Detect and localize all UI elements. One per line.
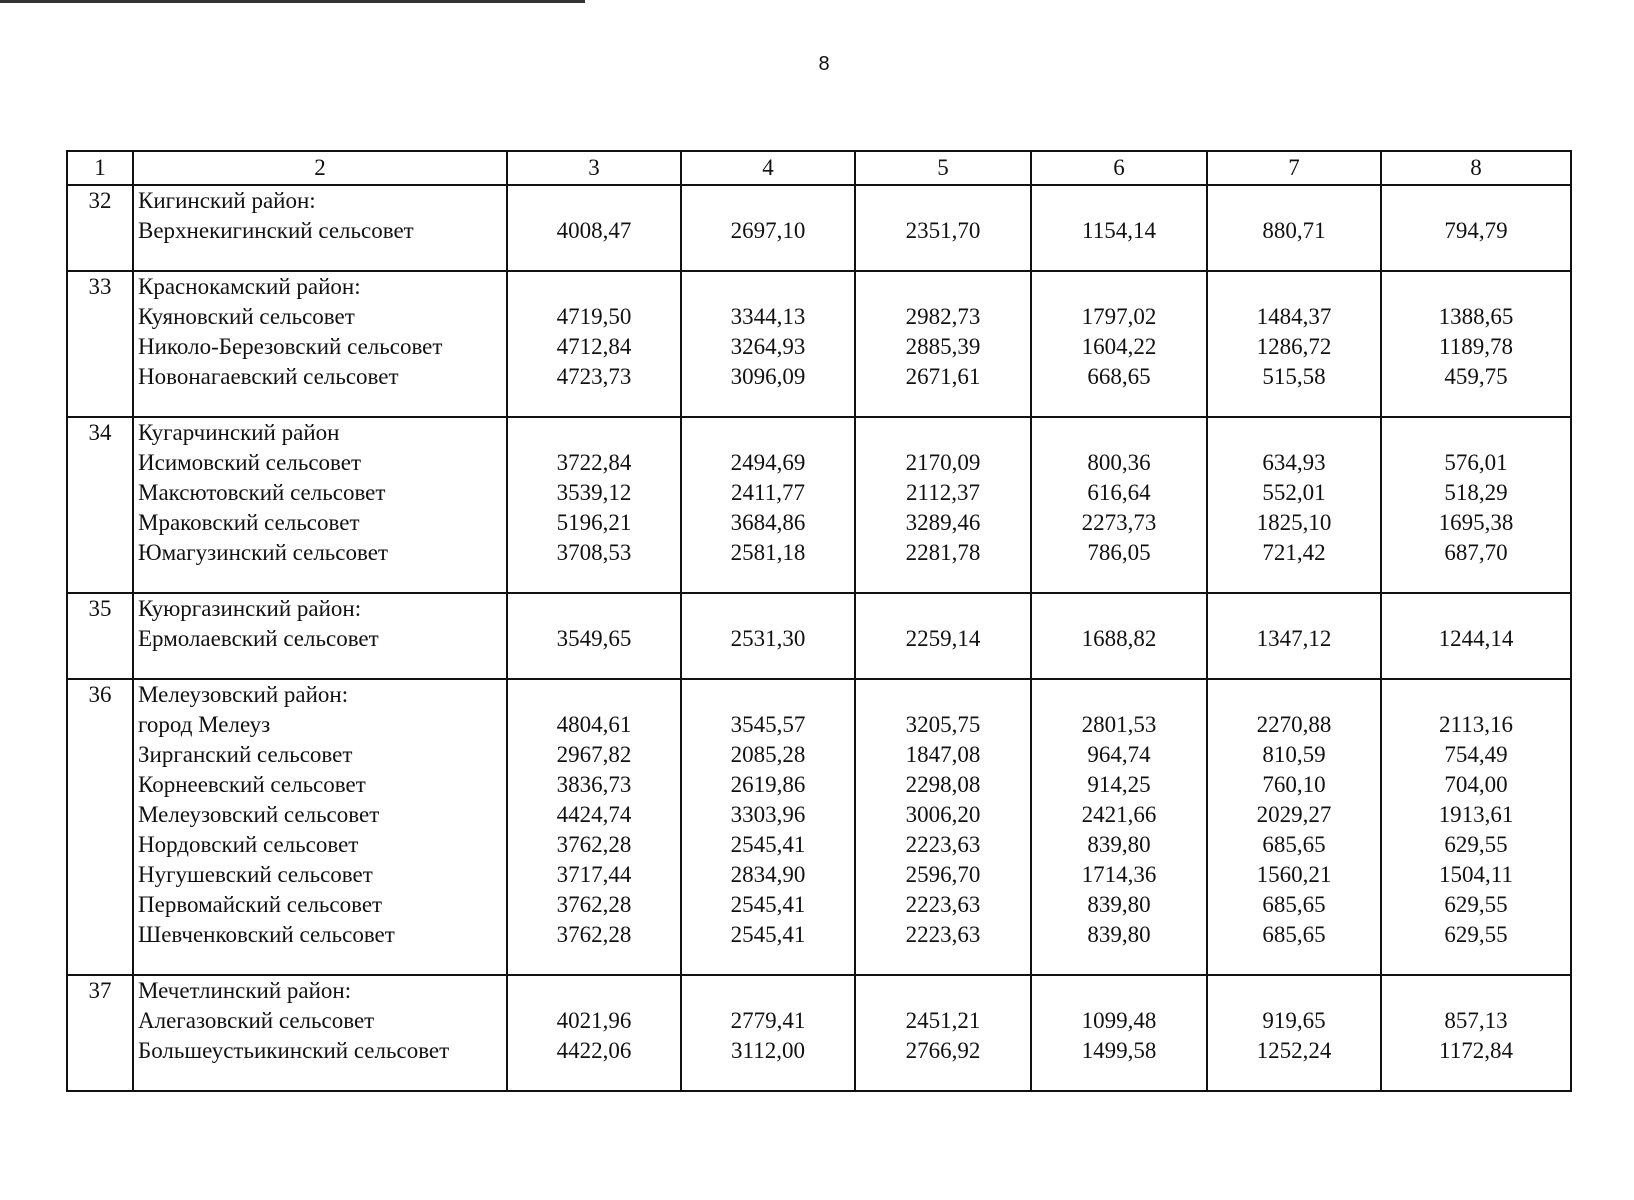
name-cell [133,593,507,679]
value: 2273,73 [1081,510,1157,535]
value-cell-col-7 [1207,271,1381,417]
value-cell-col-4 [681,271,855,417]
value-cell-col-3 [507,417,681,593]
value: 3684,86 [730,510,806,535]
value: 629,55 [1444,922,1508,947]
value: 4712,84 [556,334,632,359]
column-header: 1 [67,151,133,185]
spacer [1032,594,1206,624]
value-cell-col-6 [1031,185,1207,271]
spacer [508,680,680,710]
value: 4804,61 [556,712,632,737]
value: 2411,77 [731,480,805,505]
settlement-name: Алегазовский сельсовет [138,1008,375,1033]
district-name: Краснокамский район: [138,274,361,299]
value: 518,29 [1444,480,1508,505]
value: 5196,21 [556,510,632,535]
value: 4422,06 [556,1038,632,1063]
value: 3344,13 [730,304,806,329]
column-header: 8 [1381,151,1571,185]
row-number-cell [67,593,133,679]
value: 839,80 [1087,922,1151,947]
value: 4424,74 [556,802,632,827]
spacer [1382,418,1570,448]
value: 2494,69 [730,450,806,475]
spacer [856,976,1030,1006]
name-cell [133,271,507,417]
value: 4723,73 [556,364,632,389]
value: 880,71 [1262,218,1326,243]
spacer [1208,680,1380,710]
value: 2259,14 [905,626,981,651]
value: 2298,08 [905,772,981,797]
name-cell [133,975,507,1091]
value: 1388,65 [1438,304,1514,329]
value: 3545,57 [730,712,806,737]
value: 3006,20 [905,802,981,827]
spacer [1208,186,1380,216]
value-cell-col-8 [1381,271,1571,417]
value: 1172,84 [1439,1038,1513,1063]
spacer [856,272,1030,302]
spacer [1382,976,1570,1006]
district-name: Мелеузовский район: [138,682,349,707]
settlement-name: Николо-Березовский сельсовет [138,334,443,359]
value: 616,64 [1087,480,1151,505]
value-cell-col-5 [855,593,1031,679]
value: 629,55 [1444,832,1508,857]
value: 1695,38 [1438,510,1514,535]
value: 1189,78 [1439,334,1513,359]
spacer [1032,680,1206,710]
spacer [1208,594,1380,624]
spacer [856,594,1030,624]
value: 1688,82 [1081,626,1157,651]
value: 704,00 [1444,772,1508,797]
table-body [67,185,1571,1091]
value-cell-col-5 [855,975,1031,1091]
value: 1913,61 [1438,802,1514,827]
value: 3762,28 [556,832,632,857]
value: 3717,44 [556,862,632,887]
value: 1847,08 [905,742,981,767]
value: 3762,28 [556,922,632,947]
value: 754,49 [1444,742,1508,767]
value-cell-col-4 [681,975,855,1091]
value: 3096,09 [730,364,806,389]
settlement-name: Юмагузинский сельсовет [138,540,388,565]
spacer [856,186,1030,216]
value-cell-col-8 [1381,593,1571,679]
value: 629,55 [1444,892,1508,917]
value: 3708,53 [556,540,632,565]
column-header: 5 [855,151,1031,185]
spacer [508,272,680,302]
value-cell-col-7 [1207,679,1381,975]
value-cell-col-6 [1031,679,1207,975]
spacer [508,418,680,448]
settlement-name: Верхнекигинский сельсовет [138,218,414,243]
spacer [1032,976,1206,1006]
value: 1604,22 [1081,334,1157,359]
value: 3549,65 [556,626,632,651]
value-cell-col-3 [507,679,681,975]
page-number: 8 [818,53,830,75]
value: 2619,86 [730,772,806,797]
value: 685,65 [1262,892,1326,917]
spacer [1208,976,1380,1006]
header-row [67,151,1571,185]
value-cell-col-7 [1207,593,1381,679]
row-number: 32 [88,188,112,213]
settlement-name: Корнеевский сельсовет [138,772,366,797]
spacer [508,186,680,216]
value: 2029,27 [1256,802,1332,827]
value-cell-col-4 [681,679,855,975]
spacer [1032,272,1206,302]
spacer [1382,186,1570,216]
settlement-name: Большеустьикинский сельсовет [138,1038,450,1063]
value: 1797,02 [1081,304,1157,329]
value: 839,80 [1087,892,1151,917]
value: 2967,82 [556,742,632,767]
value-cell-col-4 [681,185,855,271]
row-number: 35 [88,596,112,621]
value-cell-col-3 [507,975,681,1091]
column-header: 2 [133,151,507,185]
spacer [856,418,1030,448]
value-cell-col-4 [681,593,855,679]
row-number-cell [67,185,133,271]
table-row [67,593,1571,679]
value: 2982,73 [905,304,981,329]
settlement-name: Нугушевский сельсовет [138,862,373,887]
value-cell-col-8 [1381,417,1571,593]
value-cell-col-6 [1031,975,1207,1091]
value: 3264,93 [730,334,806,359]
value: 919,65 [1262,1008,1326,1033]
table-row [67,975,1571,1091]
value: 1499,58 [1081,1038,1157,1063]
spacer [682,186,854,216]
settlement-name: Нордовский сельсовет [138,832,359,857]
value: 2545,41 [730,832,806,857]
value: 2223,63 [905,832,981,857]
value: 964,74 [1087,742,1151,767]
row-number: 34 [88,420,112,445]
value: 3539,12 [556,480,632,505]
value-cell-col-7 [1207,185,1381,271]
settlement-name: Новонагаевский сельсовет [138,364,399,389]
value-cell-col-8 [1381,975,1571,1091]
settlement-name: Максютовский сельсовет [138,480,386,505]
value: 1252,24 [1256,1038,1332,1063]
value: 2113,16 [1439,712,1513,737]
top-rule [0,0,585,3]
row-number-cell [67,975,133,1091]
value: 2545,41 [730,892,806,917]
value: 2545,41 [730,922,806,947]
spacer [508,976,680,1006]
value: 1560,21 [1256,862,1332,887]
value: 576,01 [1444,450,1508,475]
name-cell [133,417,507,593]
value: 3762,28 [556,892,632,917]
value: 1484,37 [1256,304,1332,329]
row-number-cell [67,417,133,593]
spacer [682,976,854,1006]
value: 2531,30 [730,626,806,651]
value: 794,79 [1444,218,1508,243]
value-cell-col-5 [855,271,1031,417]
value: 1244,14 [1438,626,1514,651]
spacer [682,418,854,448]
value: 2270,88 [1256,712,1332,737]
settlement-name: Куяновский сельсовет [138,304,355,329]
district-name: Мечетлинский район: [138,978,352,1003]
value: 839,80 [1087,832,1151,857]
value-cell-col-6 [1031,271,1207,417]
value: 515,58 [1262,364,1326,389]
settlement-name: Исимовский сельсовет [138,450,362,475]
value-cell-col-3 [507,271,681,417]
row-number-cell [67,271,133,417]
value: 634,93 [1262,450,1326,475]
value: 2834,90 [730,862,806,887]
spacer [508,594,680,624]
settlement-name: Мраковский сельсовет [138,510,360,535]
value: 2885,39 [905,334,981,359]
value: 3289,46 [905,510,981,535]
value-cell-col-3 [507,593,681,679]
spacer [1208,418,1380,448]
value: 1825,10 [1256,510,1332,535]
value: 2779,41 [730,1008,806,1033]
spacer [682,594,854,624]
value: 2581,18 [730,540,806,565]
value: 1714,36 [1081,862,1157,887]
value: 2801,53 [1081,712,1157,737]
spacer [682,272,854,302]
row-number: 36 [88,682,112,707]
spacer [1032,186,1206,216]
value: 3205,75 [905,712,981,737]
spacer [1208,272,1380,302]
value: 2223,63 [905,922,981,947]
value: 721,42 [1262,540,1326,565]
table-row [67,679,1571,975]
value: 4008,47 [556,218,632,243]
value: 2596,70 [905,862,981,887]
table-row [67,185,1571,271]
column-header: 6 [1031,151,1207,185]
row-number: 37 [88,978,112,1003]
district-name: Кугарчинский район [138,420,340,445]
value: 685,65 [1262,832,1326,857]
value: 685,65 [1262,922,1326,947]
settlement-name: город Мелеуз [138,712,271,737]
value: 914,25 [1087,772,1151,797]
value: 2223,63 [905,892,981,917]
settlement-name: Зирганский сельсовет [138,742,353,767]
spacer [1382,680,1570,710]
value-cell-col-5 [855,679,1031,975]
value: 2671,61 [905,364,981,389]
value: 552,01 [1262,480,1326,505]
value: 3303,96 [730,802,806,827]
value: 3722,84 [556,450,632,475]
value: 1347,12 [1256,626,1332,651]
value: 687,70 [1444,540,1508,565]
spacer [856,680,1030,710]
value: 810,59 [1262,742,1326,767]
value: 1099,48 [1081,1008,1157,1033]
spacer [1032,418,1206,448]
value-cell-col-5 [855,417,1031,593]
district-name: Кигинский район: [138,188,316,213]
value: 4021,96 [556,1008,632,1033]
name-cell [133,185,507,271]
value: 1286,72 [1256,334,1332,359]
value: 786,05 [1087,540,1151,565]
value-cell-col-5 [855,185,1031,271]
value: 1504,11 [1439,862,1513,887]
table-row [67,417,1571,593]
value-cell-col-7 [1207,417,1381,593]
value: 2351,70 [905,218,981,243]
table-row [67,271,1571,417]
value: 2421,66 [1081,802,1157,827]
data-table [66,150,1572,1092]
value: 2697,10 [730,218,806,243]
value-cell-col-8 [1381,185,1571,271]
value: 2281,78 [905,540,981,565]
value-cell-col-6 [1031,417,1207,593]
settlement-name: Шевченковский сельсовет [138,922,395,947]
value-cell-col-6 [1031,593,1207,679]
value: 1154,14 [1082,218,1156,243]
value: 2170,09 [905,450,981,475]
column-header: 7 [1207,151,1381,185]
value: 4719,50 [556,304,632,329]
row-number: 33 [88,274,112,299]
value: 2451,21 [905,1008,981,1033]
value: 800,36 [1087,450,1151,475]
value-cell-col-8 [1381,679,1571,975]
name-cell [133,679,507,975]
settlement-name: Мелеузовский сельсовет [138,802,380,827]
column-header: 3 [507,151,681,185]
value: 857,13 [1444,1008,1508,1033]
settlement-name: Ермолаевский сельсовет [138,626,379,651]
value: 760,10 [1262,772,1326,797]
value: 2766,92 [905,1038,981,1063]
value: 3836,73 [556,772,632,797]
spacer [1382,272,1570,302]
value-cell-col-3 [507,185,681,271]
value-cell-col-7 [1207,975,1381,1091]
row-number-cell [67,679,133,975]
settlement-name: Первомайский сельсовет [138,892,383,917]
value: 459,75 [1444,364,1508,389]
value: 668,65 [1087,364,1151,389]
spacer [1382,594,1570,624]
value: 3112,00 [731,1038,805,1063]
value: 2112,37 [906,480,980,505]
value-cell-col-4 [681,417,855,593]
district-name: Куюргазинский район: [138,596,362,621]
column-header: 4 [681,151,855,185]
spacer [682,680,854,710]
value: 2085,28 [730,742,806,767]
